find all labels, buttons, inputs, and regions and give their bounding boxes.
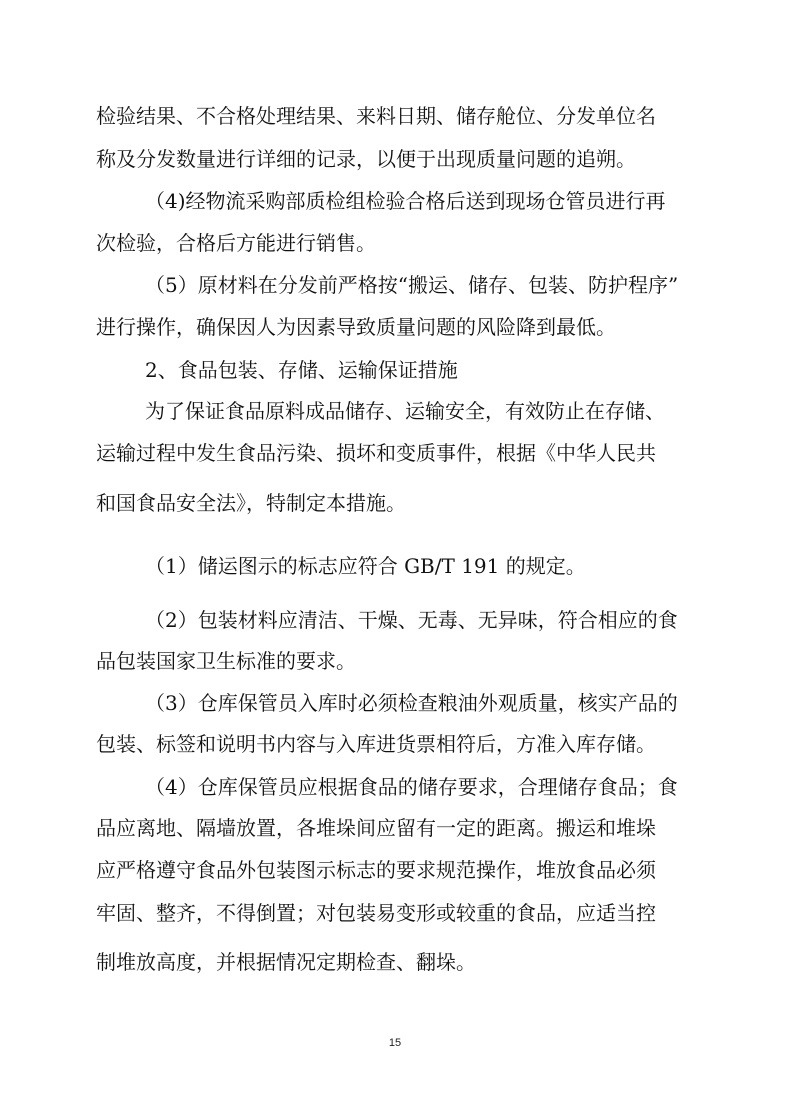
text-line: （5）原材料在分发前严格按“搬运、储存、包装、防护程序” [145, 273, 679, 297]
text-line: 牢固、整齐，不得倒置；对包装易变形或较重的食品，应适当控 [96, 901, 656, 925]
text-line: 制堆放高度，并根据情况定期检查、翻垛。 [96, 950, 476, 974]
text-line: 次检验，合格后方能进行销售。 [96, 231, 376, 255]
text-line: 进行操作，确保因人为因素导致质量问题的风险降到最低。 [96, 315, 616, 339]
text-line: 品应离地、隔墙放置，各堆垛间应留有一定的距离。搬运和堆垛 [96, 816, 656, 840]
text-line: 检验结果、不合格处理结果、来料日期、储存舱位、分发单位名 [96, 104, 656, 128]
text-line: 品包装国家卫生标准的要求。 [96, 649, 356, 673]
text-line: （4）仓库保管员应根据食品的储存要求，合理储存食品；食 [145, 775, 678, 799]
text-line: （1）储运图示的标志应符合 GB/T 191 的规定。 [145, 554, 586, 578]
text-line: （4)经物流采购部质检组检验合格后送到现场仓管员进行再 [145, 189, 666, 213]
text-line: （2）包装材料应清洁、干燥、无毒、无异味，符合相应的食 [145, 608, 678, 632]
text-line: 和国食品安全法》，特制定本措施。 [96, 491, 406, 515]
page-number: 15 [388, 1037, 402, 1049]
text-line: 应严格遵守食品外包装图示标志的要求规范操作，堆放食品必须 [96, 858, 656, 882]
text-line: 为了保证食品原料成品储存、运输安全，有效防止在存储、 [145, 399, 665, 423]
text-line: （3）仓库保管员入库时必须检查粮油外观质量，核实产品的 [145, 691, 678, 715]
text-line: 包装、标签和说明书内容与入库进货票相符后，方准入库存储。 [96, 732, 656, 756]
section-heading: 2、食品包装、存储、运输保证措施 [145, 358, 458, 382]
text-line: 称及分发数量进行详细的记录，以便于出现质量问题的追朔。 [96, 147, 636, 171]
text-line: 运输过程中发生食品污染、损坏和变质事件，根据《中华人民共 [96, 441, 656, 465]
